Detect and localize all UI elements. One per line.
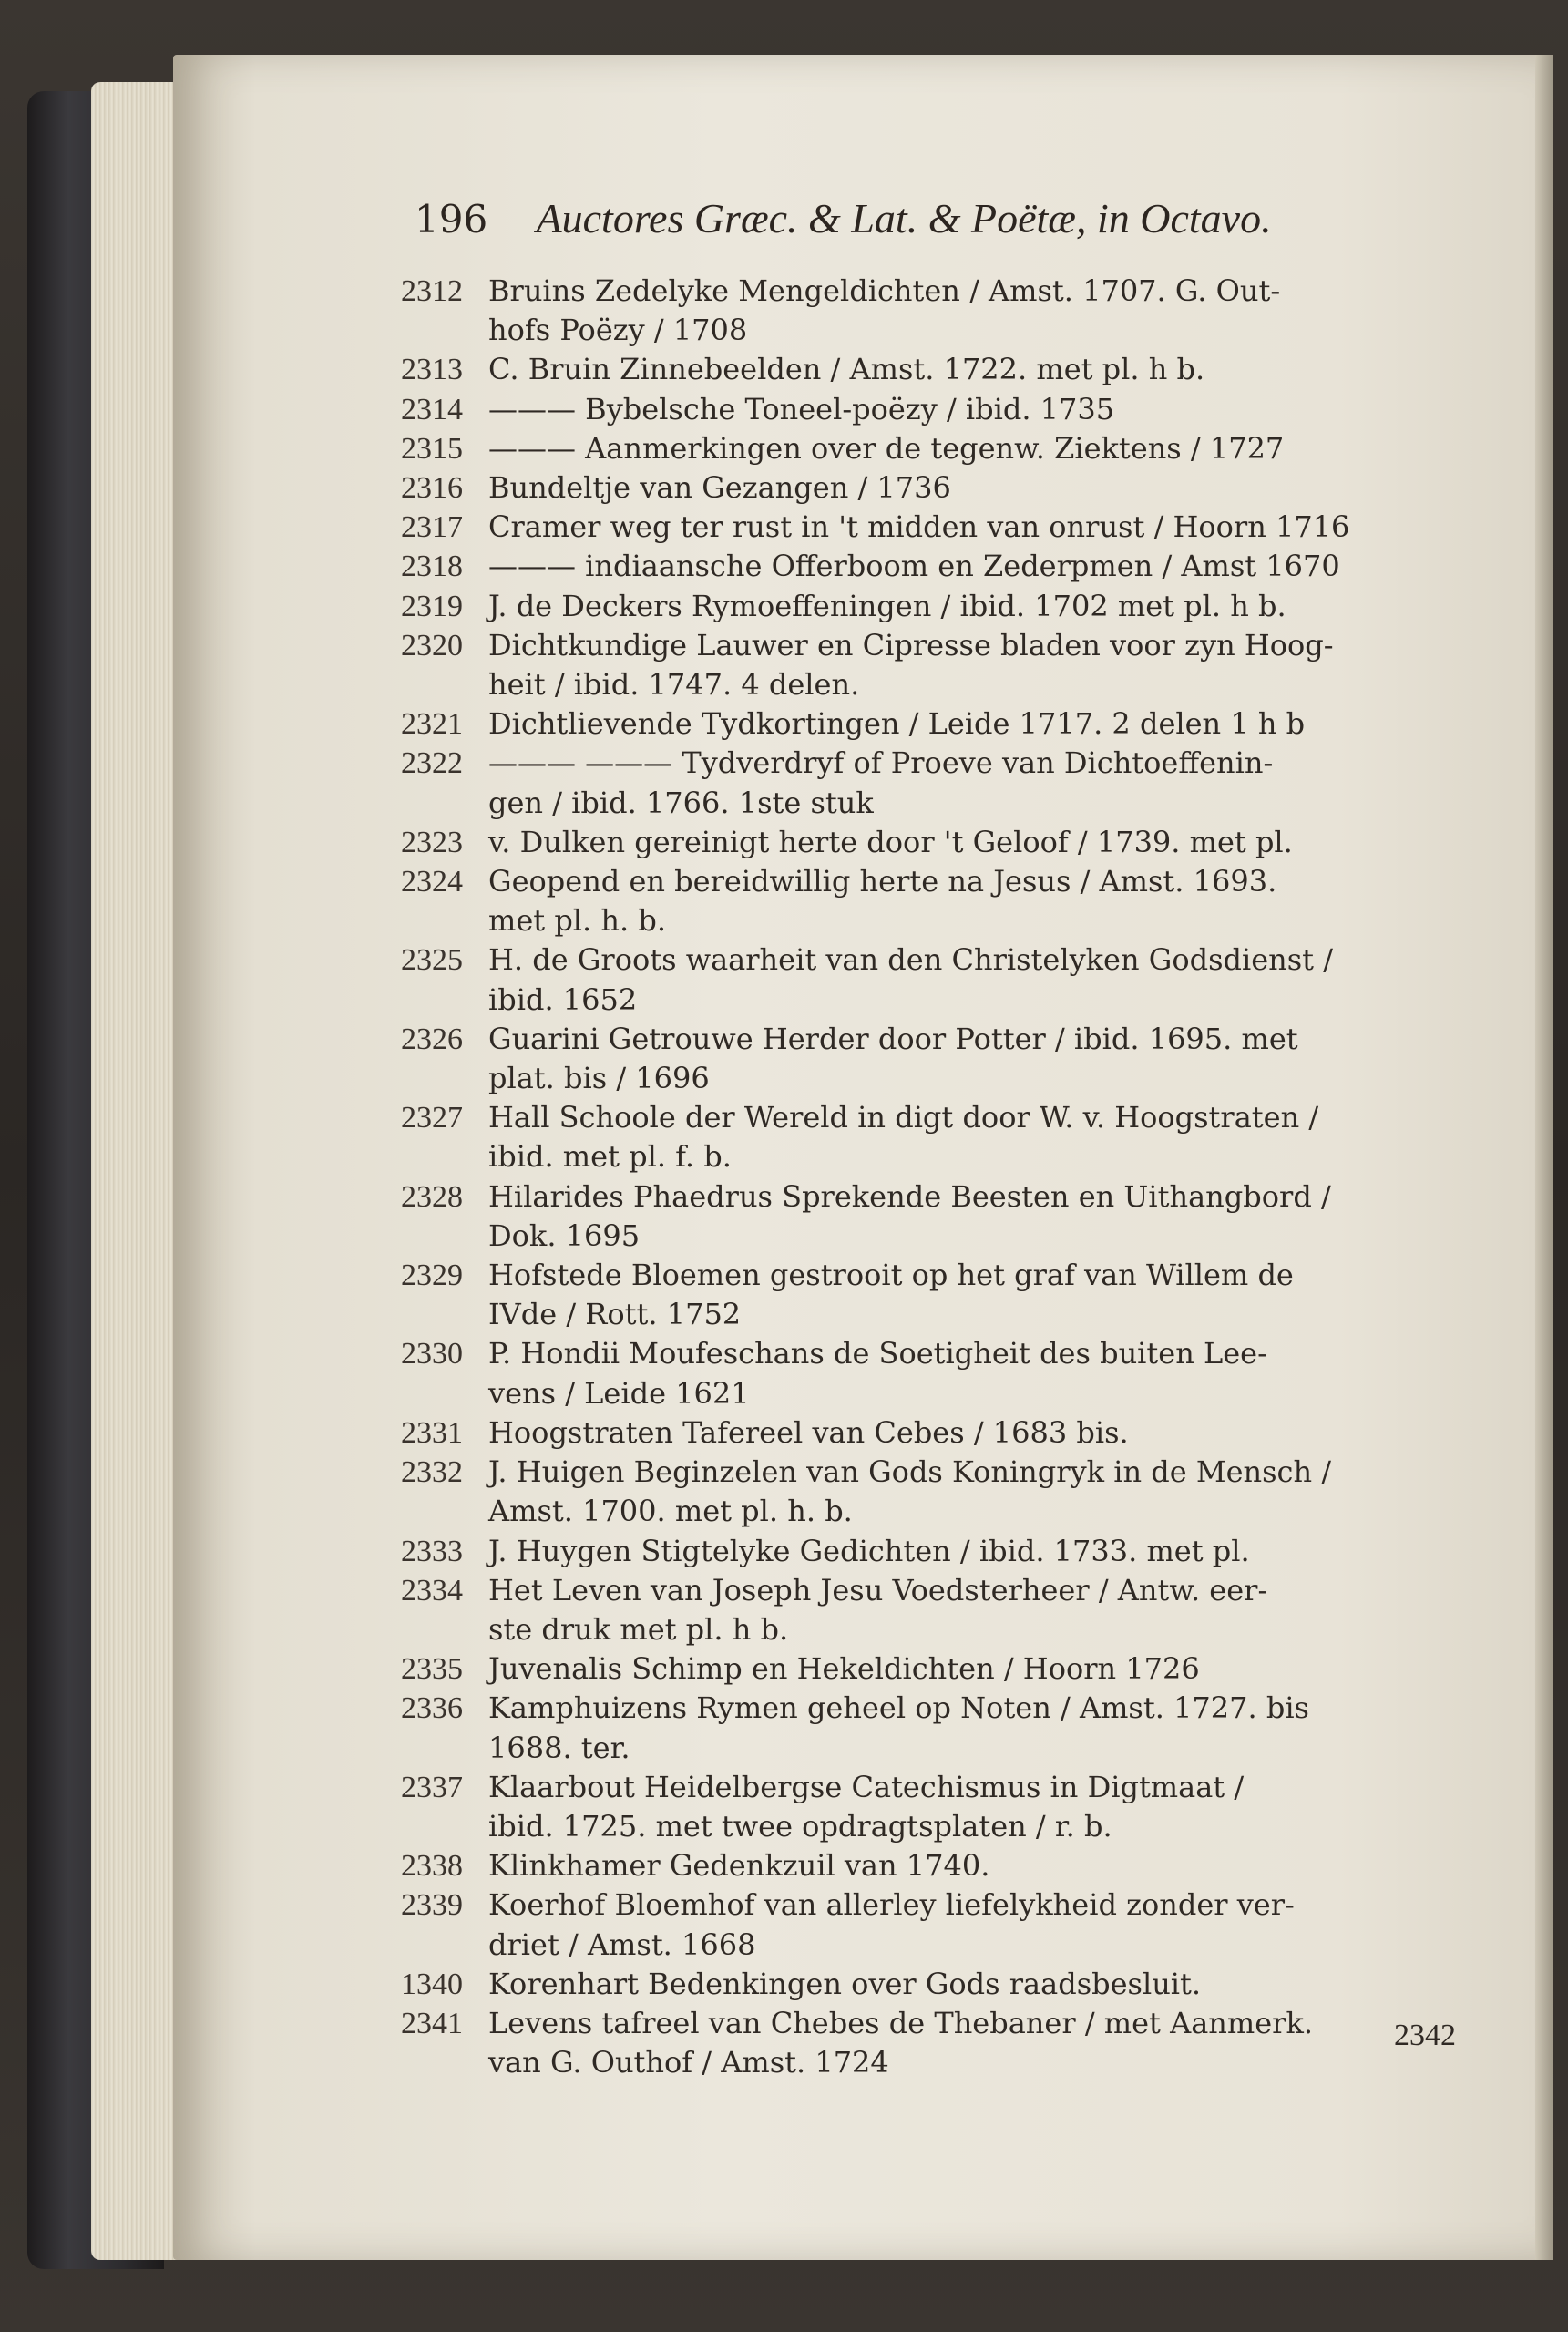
catalogue-entry [401,940,1467,1019]
entry-text-line: Dok. 1695 [488,1217,641,1253]
entry-text-line: heit / ibid. 1747. 4 delen. [488,667,860,703]
catalogue-entry [401,1768,1467,1846]
catalogue-entry [401,547,1467,586]
entry-text-line: IVde / Rott. 1752 [488,1297,742,1332]
entry-text-line: driet / Amst. 1668 [488,1926,756,1962]
entry-text-line: Geopend en bereidwillig herte na Jesus / Amst. 1693. [488,864,1277,899]
entry-number: 2337 [401,1770,463,1804]
catalogue-entry [401,429,1467,468]
entry-text-line: Hofstede Bloemen gestrooit op het graf van Willem de [488,1258,1294,1293]
catalogue-entries [401,272,1467,2082]
entry-number: 2319 [401,589,463,623]
catalogue-entry [401,272,1467,350]
page-fore-edge [1535,55,1553,2260]
entry-text-line: 1688. ter. [488,1730,630,1765]
entry-number: 2329 [401,1258,463,1293]
entry-number: 2320 [401,628,463,663]
entry-text-line: H. de Groots waarheit van den Christelyken Godsdienst / [488,942,1333,978]
entry-number: 2323 [401,825,463,859]
entry-text-line: hofs Poëzy / 1708 [488,313,748,348]
catalogue-entry [401,1532,1467,1571]
entry-text-line: Dichtkundige Lauwer en Cipresse bladen voor zyn Hoog- [488,627,1334,663]
entry-number: 2326 [401,1022,463,1056]
catalogue-entry [401,1965,1467,2004]
catalogue-entry [401,1020,1467,1098]
entry-text-line: ——— Bybelsche Toneel-poëzy / ibid. 1735 [488,391,1115,426]
entry-text-line: Juvenalis Schimp en Hekeldichten / Hoorn 1726 [488,1651,1200,1687]
catalogue-entry [401,1334,1467,1413]
entry-text-line: Kamphuizens Rymen geheel op Noten / Amst. 1727. bis [488,1690,1309,1726]
entry-number: 2325 [401,943,463,978]
entry-number: 2334 [401,1573,463,1608]
page-number: 196 [415,197,488,241]
entry-text-line: Hilarides Phaedrus Sprekende Beesten en Uithangbord / [488,1178,1331,1214]
entry-text-line: vens / Leide 1621 [488,1375,750,1411]
entry-number: 2341 [401,2006,463,2040]
catalogue-entry [401,468,1467,508]
entry-number: 2317 [401,510,463,545]
entry-number: 2314 [401,392,463,426]
catalogue-entry [401,1571,1467,1649]
entry-number: 2315 [401,431,463,466]
entry-text-line: Hoogstraten Tafereel van Cebes / 1683 bis. [488,1414,1129,1450]
entry-text-line: J. Huigen Beginzelen van Gods Koningryk in de Mensch / [488,1454,1332,1490]
entry-number: 2316 [401,471,463,506]
catalogue-entry [401,1177,1467,1256]
entry-text-line: Het Leven van Joseph Jesu Voedsterheer / Antw. eer- [488,1572,1268,1608]
entry-text-line: Bruins Zedelyke Mengeldichten / Amst. 1707. G. Out- [488,273,1281,308]
entry-text-line: met pl. h. b. [488,903,666,939]
entry-text-line: ——— Aanmerkingen over de tegenw. Ziektens / 1727 [488,430,1285,466]
catalogue-entry [401,350,1467,389]
entry-text-line: plat. bis / 1696 [488,1061,710,1096]
entry-text-line: Klinkhamer Gedenkzuil van 1740. [488,1848,990,1884]
running-head [415,191,1371,246]
entry-number: 2318 [401,550,463,584]
entry-text-line: gen / ibid. 1766. 1ste stuk [488,785,874,820]
catalogue-entry [401,862,1467,940]
entry-text-line: Klaarbout Heidelbergse Catechismus in Digtmaat / [488,1769,1245,1804]
entry-text-line: Amst. 1700. met pl. h. b. [488,1494,853,1529]
entry-text-line: Guarini Getrouwe Herder door Potter / ibid. 1695. met [488,1021,1298,1056]
catalogue-entry [401,1453,1467,1531]
entry-number: 2313 [401,353,463,387]
catalogue-entry [401,704,1467,744]
catalogue-entry [401,626,1467,704]
entry-text-line: ibid. 1725. met twee opdragtsplaten / r. b. [488,1808,1112,1844]
entry-number: 2327 [401,1101,463,1135]
entry-text-line: Koerhof Bloemhof van allerley liefelykheid zonder ver- [488,1887,1295,1923]
catalogue-entry [401,1885,1467,1964]
catalogue-entry [401,1649,1467,1689]
catalogue-entry [401,1846,1467,1885]
entry-text-line: ibid. 1652 [488,981,638,1017]
catalogue-entry [401,390,1467,429]
entry-text-line: Bundeltje van Gezangen / 1736 [488,470,951,506]
entry-number: 2335 [401,1652,463,1687]
catalogue-entry [401,1098,1467,1176]
entry-text-line: ——— ——— Tydverdryf of Proeve van Dichtoeffenin- [488,745,1274,781]
running-title: Auctores Græc. & Lat. & Poëtæ, in Octavo. [536,195,1272,241]
entry-number: 2333 [401,1534,463,1568]
entry-text-line: ibid. met pl. f. b. [488,1139,732,1175]
catalogue-entry [401,1256,1467,1334]
catalogue-entry [401,2004,1467,2082]
entry-text-line: Levens tafreel van Chebes de Thebaner / met Aanmerk. [488,2005,1314,2040]
catalogue-entry [401,744,1467,822]
catalogue-entry [401,587,1467,626]
entry-number: 2338 [401,1849,463,1884]
entry-text-line: C. Bruin Zinnebeelden / Amst. 1722. met pl. h b. [488,352,1205,387]
entry-text-line: Cramer weg ter rust in 't midden van onrust / Hoorn 1716 [488,509,1350,545]
entry-number: 2339 [401,1888,463,1923]
entry-number: 2321 [401,707,463,742]
entry-text-line: ste druk met pl. h b. [488,1611,789,1647]
entry-text-line: J. Huygen Stigtelyke Gedichten / ibid. 1733. met pl. [488,1533,1250,1568]
catalogue-entry [401,1413,1467,1453]
entry-number: 1340 [401,1967,463,2001]
entry-number: 2336 [401,1691,463,1726]
catalogue-entry [401,1689,1467,1767]
entry-number: 2332 [401,1455,463,1490]
entry-text-line: Korenhart Bedenkingen over Gods raadsbesluit. [488,1966,1202,2001]
entry-number: 2331 [401,1415,463,1450]
entry-text-line: Hall Schoole der Wereld in digt door W. v. Hoogstraten / [488,1100,1319,1135]
entry-number: 2324 [401,865,463,899]
catalogue-entry [401,823,1467,862]
catalogue-entry [401,508,1467,547]
catchword: 2342 [1394,2019,1456,2052]
entry-number: 2330 [401,1337,463,1371]
entry-text-line: J. de Deckers Rymoeffeningen / ibid. 1702 met pl. h b. [488,588,1286,623]
entry-number: 2328 [401,1179,463,1214]
entry-text-line: v. Dulken gereinigt herte door 't Geloof / 1739. met pl. [488,824,1293,859]
entry-text-line: ——— indiaansche Offerboom en Zederpmen / Amst 1670 [488,549,1340,584]
entry-text-line: van G. Outhof / Amst. 1724 [488,2045,889,2080]
entry-number: 2322 [401,746,463,781]
entry-text-line: P. Hondii Moufeschans de Soetigheit des buiten Lee- [488,1336,1267,1371]
entry-number: 2312 [401,274,463,308]
entry-text-line: Dichtlievende Tydkortingen / Leide 1717. 2 delen 1 h b [488,706,1306,742]
